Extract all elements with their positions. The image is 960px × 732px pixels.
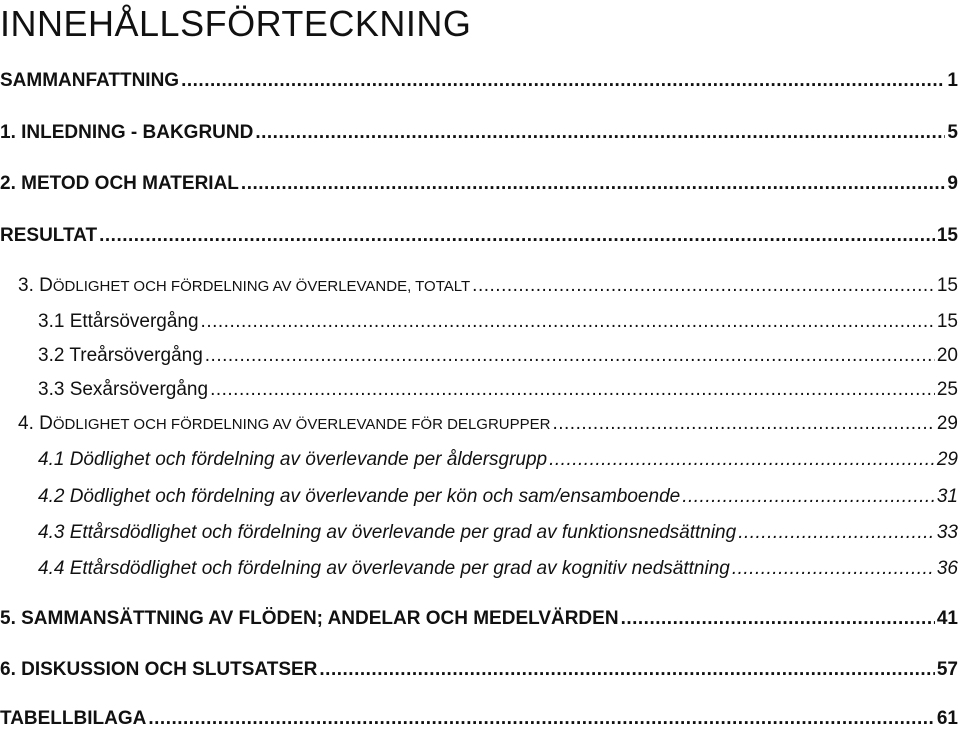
- toc-entry-chapter-6[interactable]: [0, 657, 958, 683]
- toc-entry-label: 5. SAMMANSÄTTNING AV FLÖDEN; ANDELAR OCH MEDELVÄRDEN: [0, 608, 619, 629]
- toc-entry-page: 20: [936, 345, 958, 366]
- toc-entry-label: 4.1 Dödlighet och fördelning av överlevande per åldersgrupp: [38, 449, 548, 470]
- dot-leader: [472, 273, 935, 299]
- toc-entry-chapter-3[interactable]: [0, 273, 958, 299]
- toc-entry-page: 33: [936, 522, 958, 543]
- toc-entry-label: SAMMANFATTNING: [0, 70, 180, 91]
- toc-entry-page: 1: [947, 70, 958, 91]
- toc-entry-page: 15: [936, 311, 958, 332]
- toc-entry-3-3[interactable]: [0, 377, 958, 403]
- toc-entry-label: 2. METOD OCH MATERIAL: [0, 173, 239, 194]
- toc-entry-page: 41: [936, 608, 958, 629]
- dot-leader: [99, 223, 935, 249]
- toc-entry-page: 57: [936, 659, 958, 680]
- toc-entry-page: 29: [936, 413, 958, 434]
- toc-entry-label: 3. DÖDLIGHET OCH FÖRDELNING AV ÖVERLEVANDE, TOTALT: [18, 275, 471, 296]
- toc-entry-page: 36: [936, 558, 958, 579]
- toc-entry-label: TABELLBILAGA: [0, 708, 147, 729]
- dot-leader: [621, 606, 935, 632]
- toc-entry-page: 9: [947, 173, 958, 194]
- dot-leader: [738, 520, 935, 546]
- dot-leader: [732, 556, 935, 582]
- toc-entry-label: 6. DISKUSSION OCH SLUTSATSER: [0, 659, 318, 680]
- toc-entry-label: 4.3 Ettårsdödlighet och fördelning av överlevande per grad av funktionsnedsättning: [38, 522, 737, 543]
- dot-leader: [549, 447, 935, 473]
- dot-leader: [255, 120, 945, 146]
- toc-entry-3-2[interactable]: [0, 343, 958, 369]
- toc-entry-4-1[interactable]: [0, 447, 958, 473]
- toc-entry-label: 4. DÖDLIGHET OCH FÖRDELNING AV ÖVERLEVANDE FÖR DELGRUPPER: [18, 413, 551, 434]
- toc-entry-label: RESULTAT: [0, 225, 98, 246]
- toc-entry-metod[interactable]: [0, 171, 958, 197]
- toc-entry-inledning[interactable]: [0, 120, 958, 146]
- toc-entry-label: 1. INLEDNING - BAKGRUND: [0, 122, 254, 143]
- toc-entry-4-2[interactable]: [0, 484, 958, 510]
- dot-leader: [241, 171, 946, 197]
- toc-entry-3-1[interactable]: [0, 309, 958, 335]
- toc-entry-4-4[interactable]: [0, 556, 958, 582]
- toc-entry-page: 25: [936, 379, 958, 400]
- dot-leader: [205, 343, 935, 369]
- toc-entry-label: 3.1 Ettårsövergång: [38, 311, 199, 332]
- toc-entry-label: 3.3 Sexårsövergång: [38, 379, 209, 400]
- dot-leader: [201, 309, 935, 335]
- toc-entry-label: 3.2 Treårsövergång: [38, 345, 203, 366]
- dot-leader: [319, 657, 934, 683]
- toc-entry-page: 29: [936, 449, 958, 470]
- toc-entry-label: 4.4 Ettårsdödlighet och fördelning av överlevande per grad av kognitiv nedsättning: [38, 558, 730, 579]
- dot-leader: [181, 68, 945, 94]
- toc-entry-page: 61: [936, 708, 958, 729]
- toc-entry-chapter-4[interactable]: [0, 411, 958, 437]
- toc-entry-page: 15: [936, 275, 958, 296]
- toc-title: INNEHÅLLSFÖRTECKNING: [0, 3, 472, 44]
- toc-entry-chapter-5[interactable]: [0, 606, 958, 632]
- toc-entry-resultat[interactable]: [0, 223, 958, 249]
- toc-entry-4-3[interactable]: [0, 520, 958, 546]
- toc-entry-page: 15: [936, 225, 958, 246]
- dot-leader: [148, 706, 935, 732]
- toc-entry-tabellbilaga[interactable]: [0, 706, 958, 732]
- dot-leader: [682, 484, 935, 510]
- toc-entry-sammanfattning[interactable]: [0, 68, 958, 94]
- dot-leader: [210, 377, 935, 403]
- dot-leader: [552, 411, 934, 437]
- toc-entry-label: 4.2 Dödlighet och fördelning av överlevande per kön och sam/ensamboende: [38, 486, 681, 507]
- toc-entry-page: 31: [936, 486, 958, 507]
- toc-entry-page: 5: [947, 122, 958, 143]
